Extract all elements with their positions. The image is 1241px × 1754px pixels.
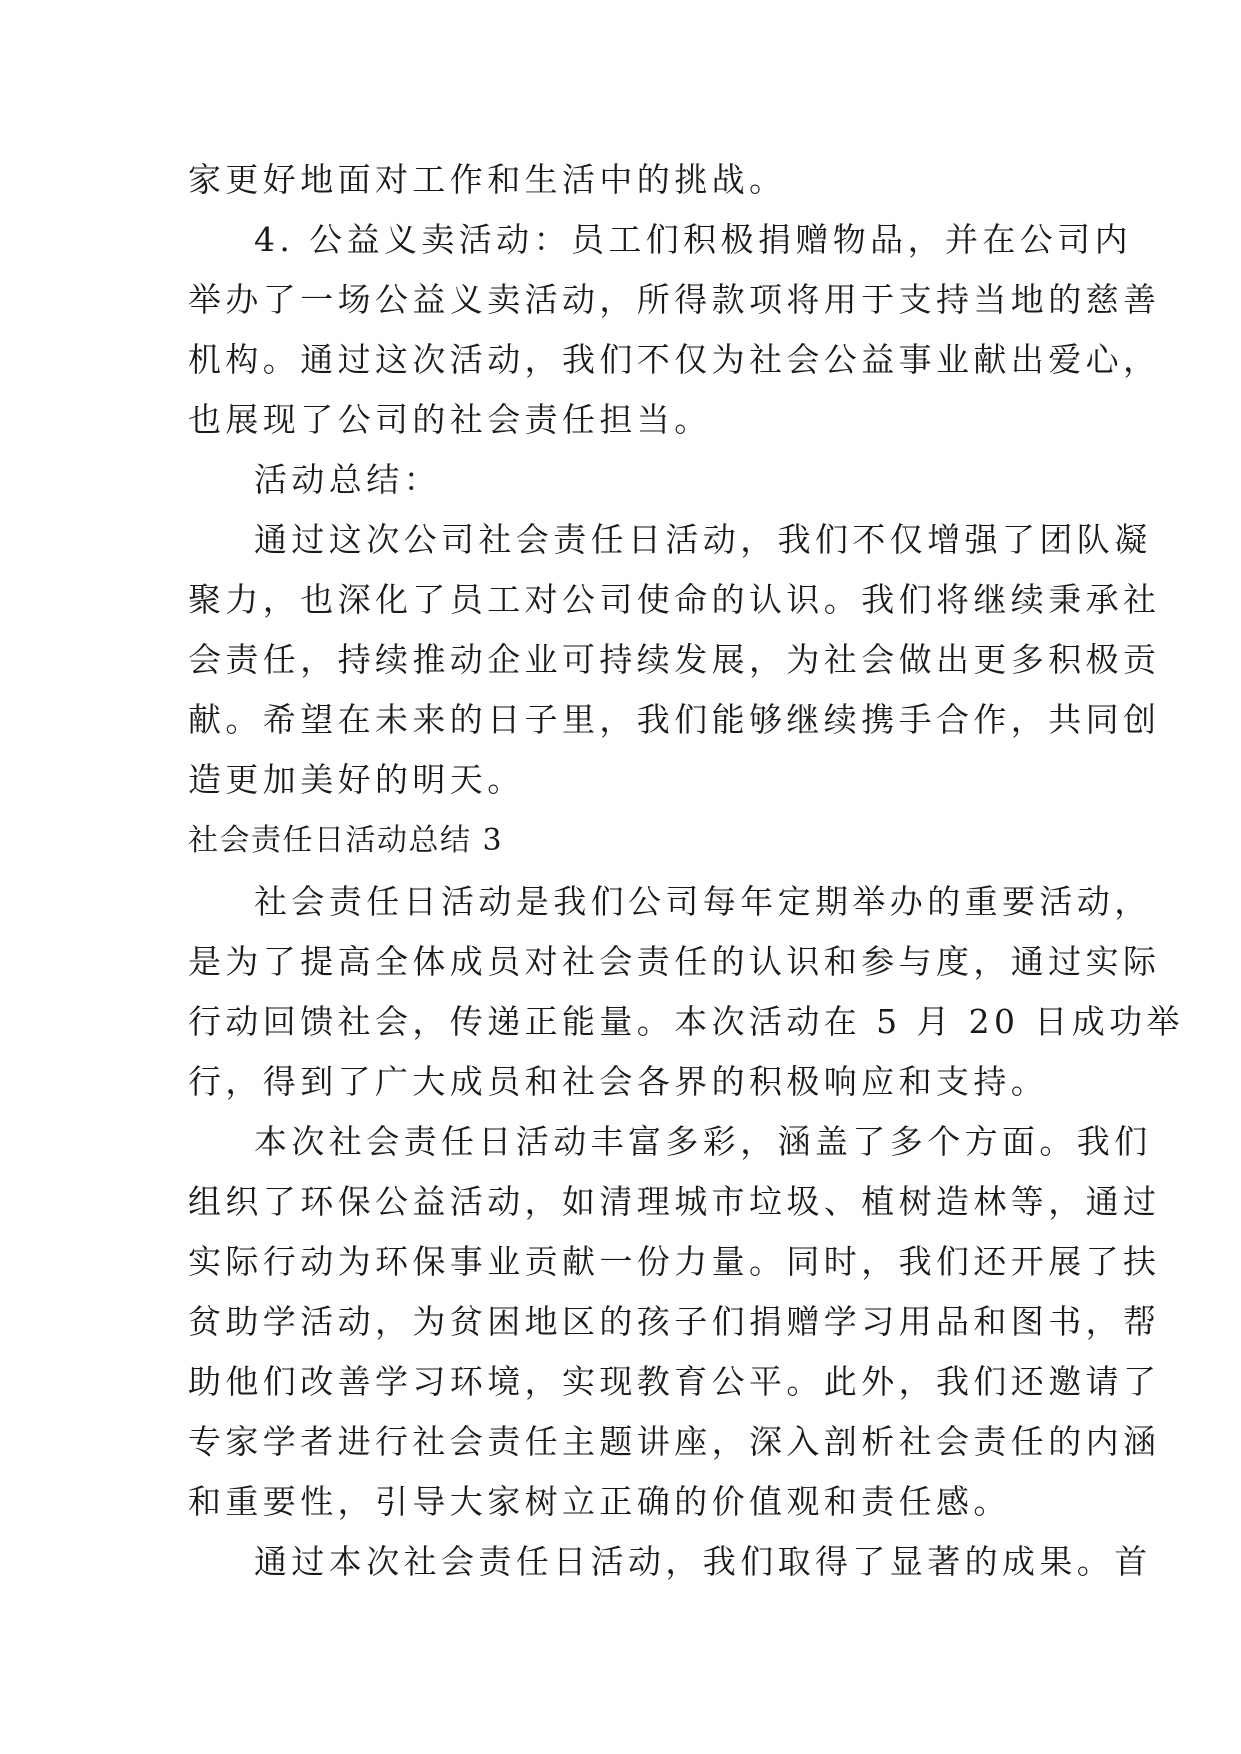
text-line: 会责任，持续推动企业可持续发展，为社会做出更多积极贡 <box>188 640 1161 679</box>
text-line: 献。希望在未来的日子里，我们能够继续携手合作，共同创 <box>188 700 1161 739</box>
text-line: 是为了提高全体成员对社会责任的认识和参与度，通过实际 <box>188 942 1161 981</box>
text-line: 行，得到了广大成员和社会各界的积极响应和支持。 <box>188 1062 1049 1101</box>
text-line: 通过这次公司社会责任日活动，我们不仅增强了团队凝 <box>254 520 1152 559</box>
text-line: 举办了一场公益义卖活动，所得款项将用于支持当地的慈善 <box>188 280 1161 319</box>
document-body <box>188 150 1184 1592</box>
text-line: 也展现了公司的社会责任担当。 <box>188 400 712 439</box>
text-line: 机构。通过这次活动，我们不仅为社会公益事业献出爱心， <box>188 340 1161 379</box>
text-line: 贫助学活动，为贫困地区的孩子们捐赠学习用品和图书，帮 <box>188 1302 1161 1341</box>
text-line: 专家学者进行社会责任主题讲座，深入剖析社会责任的内涵 <box>188 1422 1161 1461</box>
text-line: 组织了环保公益活动，如清理城市垃圾、植树造林等，通过 <box>188 1182 1161 1221</box>
text-line: 家更好地面对工作和生活中的挑战。 <box>188 160 787 199</box>
text-line: 行动回馈社会，传递正能量。本次活动在 5 月 20 日成功举 <box>188 1002 1184 1041</box>
text-line: 社会责任日活动是我们公司每年定期举办的重要活动， <box>254 882 1152 921</box>
text-line: 和重要性，引导大家树立正确的价值观和责任感。 <box>188 1482 1011 1521</box>
text-line: 实际行动为环保事业贡献一份力量。同时，我们还开展了扶 <box>188 1242 1161 1281</box>
text-line: 活动总结： <box>254 460 441 499</box>
text-line: 通过本次社会责任日活动，我们取得了显著的成果。首 <box>254 1542 1152 1581</box>
text-line: 本次社会责任日活动丰富多彩，涵盖了多个方面。我们 <box>254 1122 1152 1161</box>
text-line: 造更加美好的明天。 <box>188 760 525 799</box>
text-line: 助他们改善学习环境，实现教育公平。此外，我们还邀请了 <box>188 1362 1161 1401</box>
text-line: 4. 公益义卖活动：员工们积极捐赠物品，并在公司内 <box>254 220 1132 259</box>
text-line: 聚力，也深化了员工对公司使命的认识。我们将继续秉承社 <box>188 580 1161 619</box>
section-title: 社会责任日活动总结 3 <box>188 823 504 858</box>
